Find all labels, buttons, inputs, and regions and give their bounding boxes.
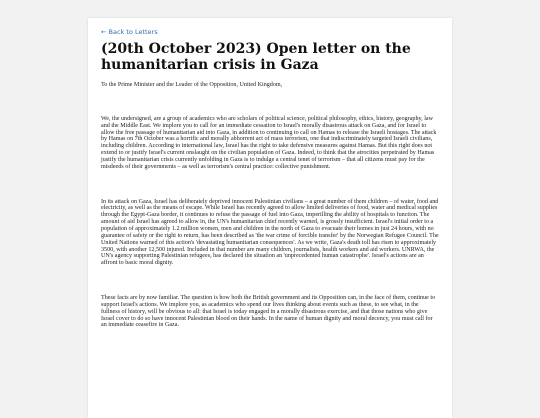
back-to-letters-link[interactable]: ← Back to Letters bbox=[101, 28, 158, 36]
letter-title: (20th October 2023) Open letter on the humanitarian crisis in Gaza bbox=[101, 41, 411, 73]
letter-content bbox=[101, 28, 439, 329]
letter-paragraph: These facts are by now familiar. The question is how both the British government and its Opposition can, in the face of them, continue to support Israel's actions. We implore you, as academics who spend our lives thinking about events such as these, to see what, in the fullness of history, will be obvious to all: that Israel is today engaged in a morally disastrous exercise, and that those nations who give Israel cover to do so have innocent Palestinian blood on their hands. In the name of human dignity and moral decency, you must call for an immediate ceasefire in Gaza. bbox=[101, 295, 436, 329]
letter-salutation: To the Prime Minister and the Leader of the Opposition, United Kingdom, bbox=[101, 82, 283, 88]
letter-paragraph: In its attack on Gaza, Israel has deliberately deprived innocent Palestinian civilians – a great number of them children – of water, food and electricity, as well as the means of escape. While Israel has recently agreed to allow limited deliveries of food, water and medical supplies through the Egypt-Gaza border, it continues to refuse the passage of fuel into Gaza, imperilling the ability of hospitals to function. The amount of aid Israel has agreed to allow in, the UN's humanitarian chief recently warned, is grossly insufficient. Israel's initial order to a population of approximately 1.2 million women, men and children in the north of Gaza to evacuate their homes in just 24 hours, with no guarantee of safety or the right to return, has been described as 'the war crime of forcible transfer' by the Norwegian Refugee Council. The United Nations warned of this action's 'devastating humanitarian consequences'. As we write, Gaza's death toll has risen to approximately 3500, with another 12,500 injured. Included in that number are many children, journalists, health workers and aid workers. UNRWA, the UN's agency supporting Palestinian refugees, has declared the situation an 'unprecedented human catastrophe'. Israel's actions are an affront to basic moral dignity. bbox=[101, 198, 439, 267]
letter-paragraph: We, the undersigned, are a group of academics who are scholars of political science, political philosophy, ethics, history, geography, law and the Middle East. We implore you to call for an immediate cessation to Israel's morally disastrous attack on Gaza, and for Israel to allow the free passage of humanitarian aid into Gaza, in addition to continuing to call on Hamas to release the Israeli hostages. The attack by Hamas on 7th October was a horrific and morally abhorrent act of mass terrorism, one that indiscriminately targeted Israeli civilians, including children. According to international law, Israel has the right to take defensive measures against Hamas. But this right does not extend to or justify Israel's current onslaught on the civilian population of Gaza. Indeed, to think that the atrocities perpetrated by Hamas justify the humanitarian crisis currently unfolding in Gaza is to indulge a central tenet of terrorism – that all citizens must pay for the misdeeds of their governments – as well as terrorism's central practice: collective punishment. bbox=[101, 115, 437, 170]
letter-page bbox=[88, 18, 452, 418]
